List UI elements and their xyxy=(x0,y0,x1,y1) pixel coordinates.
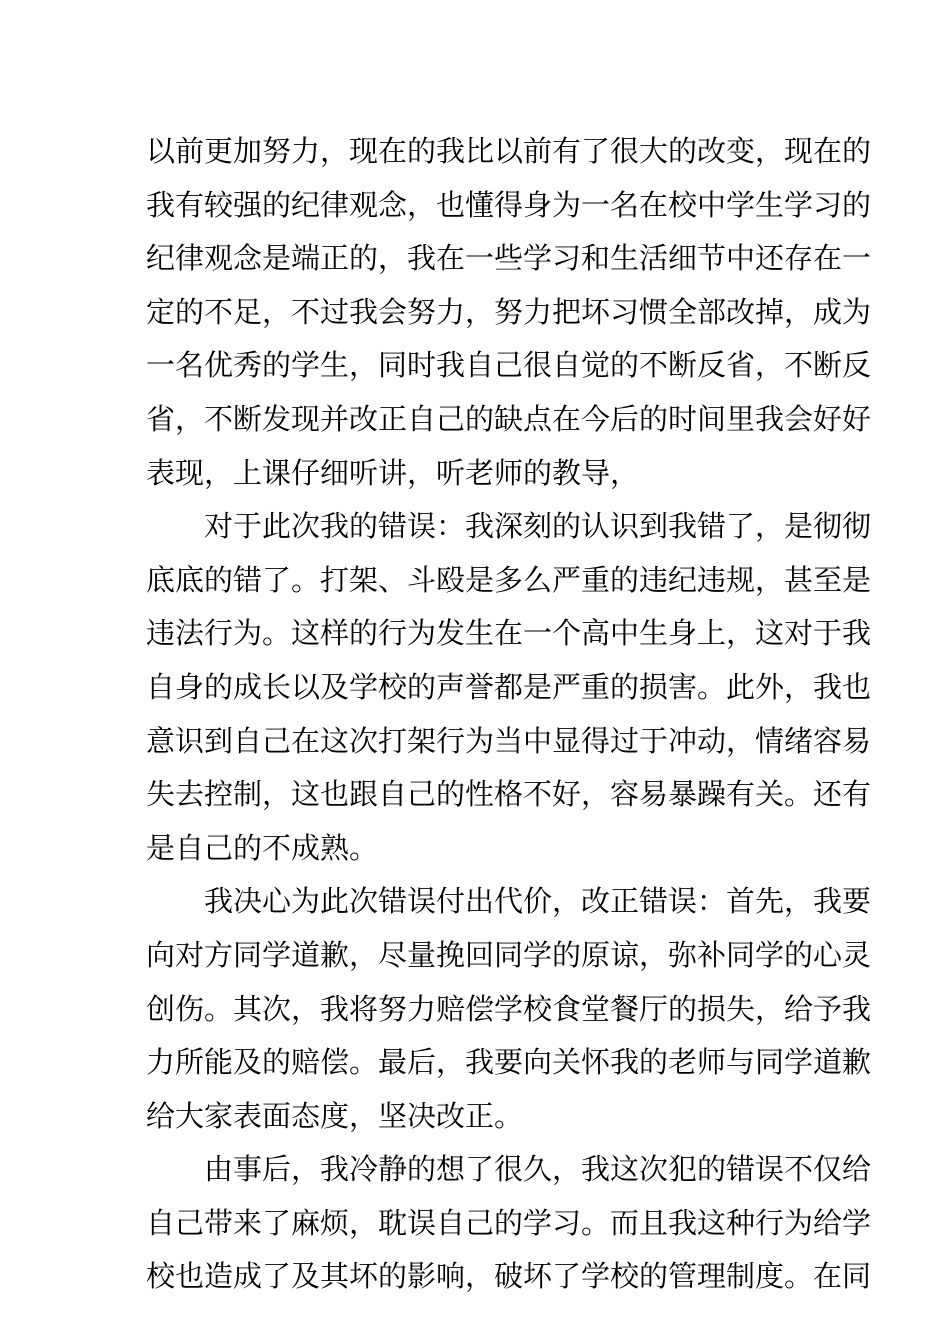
document-body xyxy=(146,128,872,1307)
text-line: 定的不足，不过我会努力，努力把坏习惯全部改掉，成为 xyxy=(146,294,872,329)
text-line: 创伤。其次，我将努力赔偿学校食堂餐厅的损失，给予我 xyxy=(146,991,872,1026)
paragraph-first-line: 由事后，我冷静的想了很久，我这次犯的错误不仅给 xyxy=(204,1152,872,1187)
paragraph-first-line: 我决心为此次错误付出代价，改正错误：首先，我要 xyxy=(204,884,872,919)
text-line: 违法行为。这样的行为发生在一个高中生身上，这对于我 xyxy=(146,616,872,651)
text-line: 一名优秀的学生，同时我自己很自觉的不断反省，不断反 xyxy=(146,348,872,383)
text-line: 失去控制，这也跟自己的性格不好，容易暴躁有关。还有 xyxy=(146,777,872,812)
text-line: 我有较强的纪律观念，也懂得身为一名在校中学生学习的 xyxy=(146,187,872,222)
text-line: 以前更加努力，现在的我比以前有了很大的改变，现在的 xyxy=(146,134,872,168)
text-line: 向对方同学道歉，尽量挽回同学的原谅，弥补同学的心灵 xyxy=(146,937,872,972)
text-line: 自己带来了麻烦，耽误自己的学习。而且我这种行为给学 xyxy=(146,1205,872,1240)
text-line: 省，不断发现并改正自己的缺点在今后的时间里我会好好 xyxy=(146,401,872,436)
text-line: 校也造成了及其坏的影响，破坏了学校的管理制度。在同 xyxy=(146,1259,872,1294)
text-line: 纪律观念是端正的，我在一些学习和生活细节中还存在一 xyxy=(146,241,872,276)
text-line: 意识到自己在这次打架行为当中显得过于冲动，情绪容易 xyxy=(146,723,872,758)
text-line: 给大家表面态度，坚决改正。 xyxy=(146,1098,524,1133)
text-line: 是自己的不成熟。 xyxy=(146,830,379,865)
text-line: 自身的成长以及学校的声誉都是严重的损害。此外，我也 xyxy=(146,669,872,704)
text-line: 表现，上课仔细听讲，听老师的教导， xyxy=(146,455,640,490)
text-line: 底底的错了。打架、斗殴是多么严重的违纪违规，甚至是 xyxy=(146,562,872,597)
text-line: 力所能及的赔偿。最后，我要向关怀我的老师与同学道歉 xyxy=(146,1045,872,1080)
paragraph-first-line: 对于此次我的错误：我深刻的认识到我错了，是彻彻 xyxy=(204,509,872,544)
